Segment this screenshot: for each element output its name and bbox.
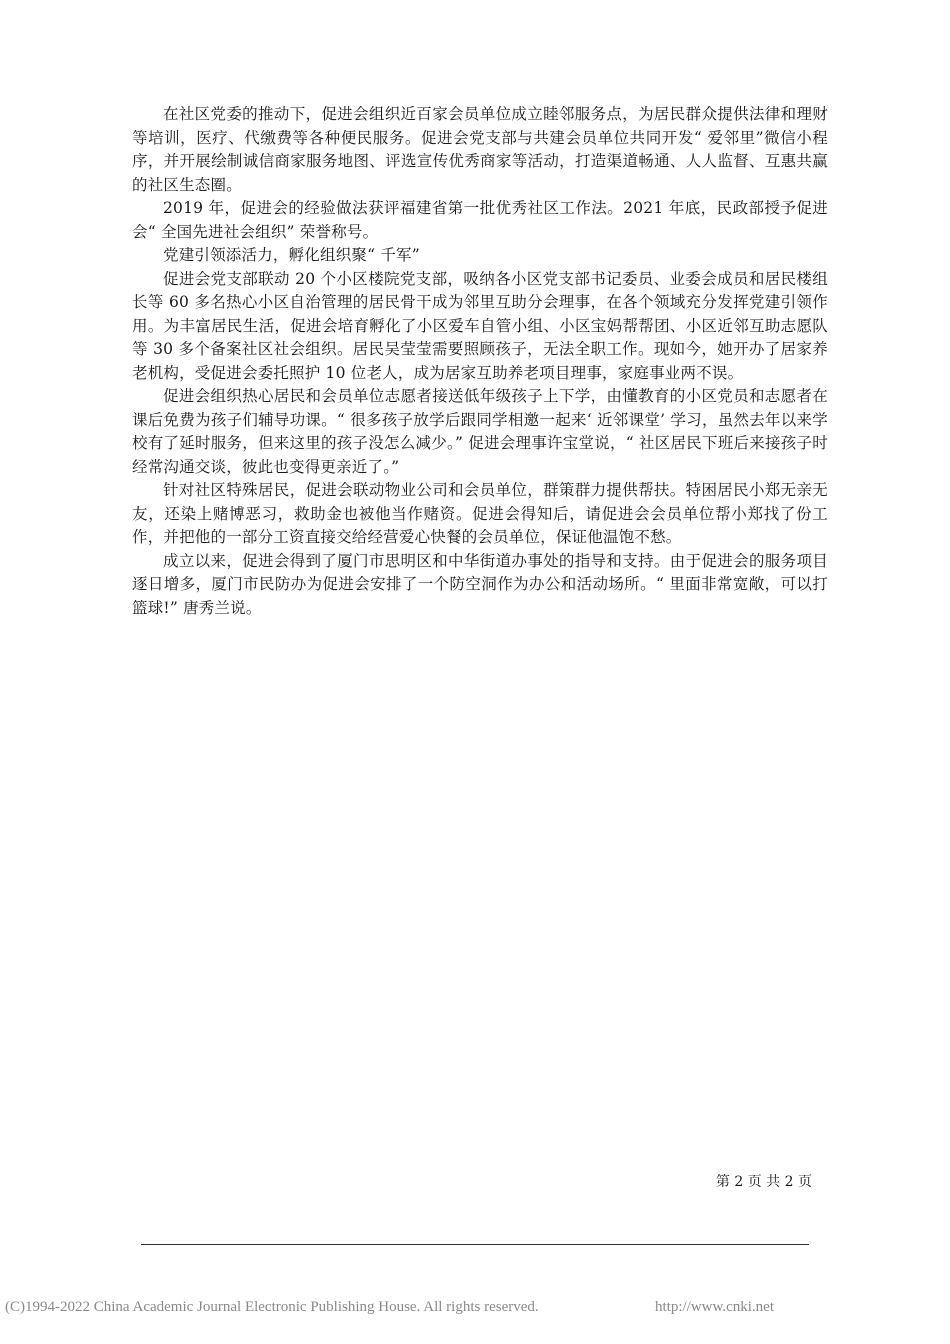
footer-divider	[141, 1244, 809, 1245]
copyright-notice: (C)1994-2022 China Academic Journal Electronic Publishing House. All rights reserved.	[5, 1299, 539, 1315]
article-body	[132, 103, 828, 620]
copyright-url: http://www.cnki.net	[655, 1299, 775, 1315]
page-number: 第 2 页 共 2 页	[715, 1174, 812, 1190]
paragraph: 2019 年，促进会的经验做法获评福建省第一批优秀社区工作法。2021 年底，民政部授予促进会“ 全国先进社会组织” 荣誉称号。	[132, 199, 828, 241]
paragraph: 针对社区特殊居民，促进会联动物业公司和会员单位，群策群力提供帮扶。特困居民小郑无亲无友，还染上赌博恶习，救助金也被他当作赌资。促进会得知后，请促进会会员单位帮小郑找了份工作，并把他的一部分工资直接交给经营爱心快餐的会员单位，保证他温饱不愁。	[132, 481, 828, 546]
paragraph: 促进会组织热心居民和会员单位志愿者接送低年级孩子上下学，由懂教育的小区党员和志愿者在课后免费为孩子们辅导功课。“ 很多孩子放学后跟同学相邀一起来‘ 近邻课堂’ 学习，虽然去年以来学校有了延时服务，但来这里的孩子没怎么减少。” 促进会理事许宝堂说，“ 社区居民下班后来接孩子时经常沟通交谈，彼此也变得更亲近了。”	[132, 387, 828, 476]
paragraph: 在社区党委的推动下，促进会组织近百家会员单位成立睦邻服务点，为居民群众提供法律和理财等培训，医疗、代缴费等各种便民服务。促进会党支部与共建会员单位共同开发“ 爱邻里”微信小程序，并开展绘制诚信商家服务地图、评选宣传优秀商家等活动，打造渠道畅通、人人监督、互惠共赢的社区生态圈。	[132, 105, 828, 194]
section-heading: 党建引领添活力，孵化组织聚“ 千军”	[163, 246, 420, 264]
paragraph: 成立以来，促进会得到了厦门市思明区和中华街道办事处的指导和支持。由于促进会的服务项目逐日增多，厦门市民防办为促进会安排了一个防空洞作为办公和活动场所。“ 里面非常宽敞，可以打篮球!” 唐秀兰说。	[132, 551, 828, 617]
copyright-footer	[0, 1296, 950, 1318]
paragraph: 促进会党支部联动 20 个小区楼院党支部，吸纳各小区党支部书记委员、业委会成员和居民楼组长等 60 多名热心小区自治管理的居民骨干成为邻里互助分会理事，在各个领域充分发挥党建引领作用。为丰富居民生活，促进会培育孵化了小区爱车自管小组、小区宝妈帮帮团、小区近邻互助志愿队等 30 多个备案社区社会组织。居民吴莹莹需要照顾孩子，无法全职工作。现如今，她开办了居家养老机构，受促进会委托照护 10 位老人，成为居家互助养老项目理事，家庭事业两不误。	[132, 269, 828, 382]
